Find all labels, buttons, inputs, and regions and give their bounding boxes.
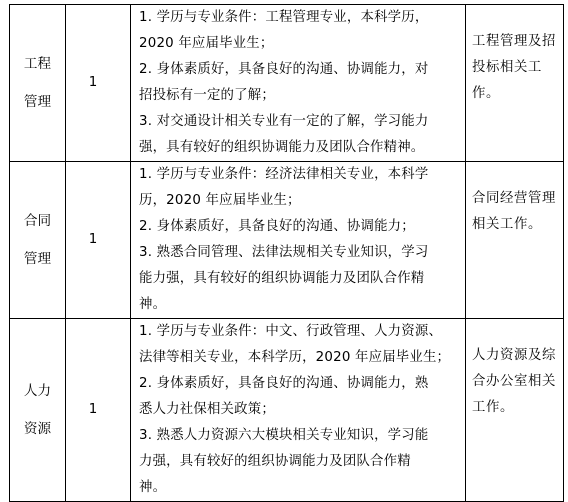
requirement-line: 悉人力社保相关政策； bbox=[139, 402, 275, 417]
requirement-line: 能力强，具有较好的组织协调能力及团队合作精 bbox=[139, 271, 425, 286]
position-cell bbox=[10, 5, 66, 162]
headcount-cell bbox=[66, 162, 131, 319]
requirement-line: 1. 学历与专业条件：中文、行政管理、人力资源、 bbox=[139, 324, 443, 339]
position-text: 资源 bbox=[23, 421, 52, 437]
requirement-line: 法律等相关专业，本科学历，2020 年应届毕业生； bbox=[139, 350, 451, 365]
requirement-line: 历，2020 年应届毕业生； bbox=[139, 193, 301, 208]
requirement-line: 2020 年应届毕业生； bbox=[139, 36, 274, 51]
headcount-cell bbox=[66, 5, 131, 162]
experience-cell bbox=[466, 162, 564, 319]
experience-line: 合办公室相关 bbox=[472, 374, 556, 389]
position-text: 工程 bbox=[23, 56, 52, 72]
table-row bbox=[10, 162, 564, 319]
position-text: 人力 bbox=[23, 383, 52, 399]
requirements-cell bbox=[131, 5, 466, 162]
requirement-line: 2. 身体素质好，具备良好的沟通、协调能力； bbox=[139, 219, 415, 234]
position-text: 管理 bbox=[23, 94, 52, 110]
experience-line: 投标相关工 bbox=[472, 60, 542, 75]
requirement-line: 2. 身体素质好，具备良好的沟通、协调能力，对 bbox=[139, 62, 429, 77]
experience-line: 人力资源及综 bbox=[472, 348, 556, 363]
position-text: 管理 bbox=[23, 251, 52, 267]
requirement-line: 神。 bbox=[139, 297, 167, 312]
requirement-line: 3. 熟悉合同管理、法律法规相关专业知识，学习 bbox=[139, 245, 429, 260]
headcount-value: 1 bbox=[88, 75, 98, 90]
requirements-cell bbox=[131, 162, 466, 319]
experience-line: 工作。 bbox=[472, 400, 514, 415]
requirement-line: 神。 bbox=[139, 480, 167, 495]
requirements-cell bbox=[131, 319, 466, 502]
experience-line: 作。 bbox=[472, 86, 500, 101]
experience-line: 合同经营管理 bbox=[472, 191, 556, 206]
requirement-line: 3. 熟悉人力资源六大模块相关专业知识，学习能 bbox=[139, 428, 429, 443]
experience-cell bbox=[466, 5, 564, 162]
table-row bbox=[10, 5, 564, 162]
position-cell bbox=[10, 319, 66, 502]
headcount-cell bbox=[66, 319, 131, 502]
requirement-line: 招投标有一定的了解； bbox=[139, 88, 275, 103]
headcount-value: 1 bbox=[88, 232, 98, 247]
requirement-line: 1. 学历与专业条件：经济法律相关专业，本科学 bbox=[139, 167, 429, 182]
recruitment-table bbox=[9, 4, 564, 502]
requirement-line: 1. 学历与专业条件：工程管理专业，本科学历， bbox=[139, 10, 429, 25]
experience-cell bbox=[466, 319, 564, 502]
requirement-line: 3. 对交通设计相关专业有一定的了解，学习能力 bbox=[139, 114, 429, 129]
headcount-value: 1 bbox=[88, 402, 98, 417]
requirement-line: 力强，具有较好的组织协调能力及团队合作精 bbox=[139, 454, 411, 469]
experience-line: 相关工作。 bbox=[472, 217, 542, 232]
position-cell bbox=[10, 162, 66, 319]
position-text: 合同 bbox=[23, 213, 52, 229]
experience-line: 工程管理及招 bbox=[472, 34, 556, 49]
table-row bbox=[10, 319, 564, 502]
requirement-line: 2. 身体素质好，具备良好的沟通、协调能力，熟 bbox=[139, 376, 429, 391]
requirement-line: 强，具有较好的组织协调能力及团队合作精神。 bbox=[139, 140, 425, 155]
